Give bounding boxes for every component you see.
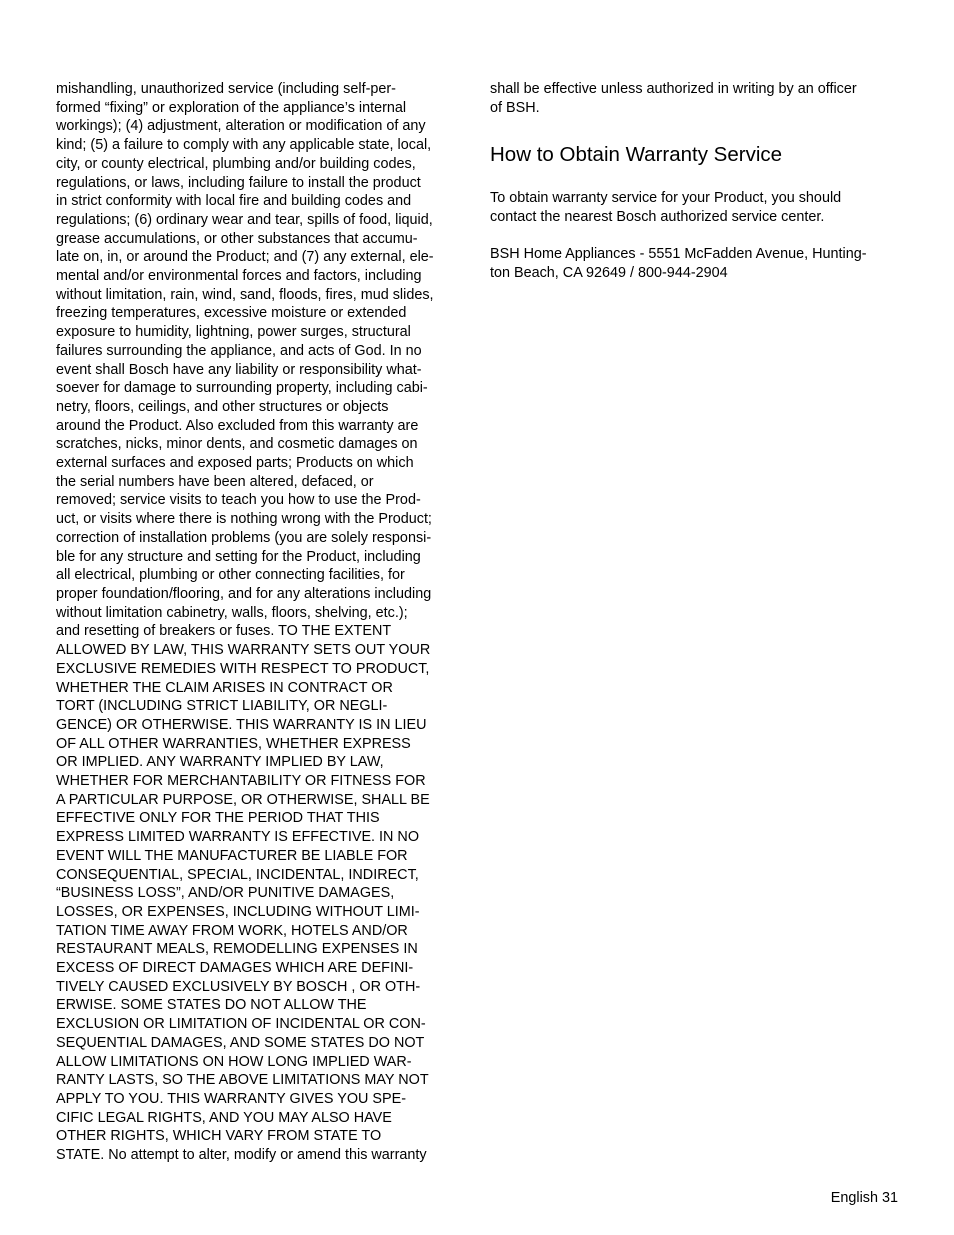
body-line: kind; (5) a failure to comply with any applicable state, local, [56, 137, 432, 154]
body-line: WHETHER FOR MERCHANTABILITY OR FITNESS FOR [56, 773, 426, 790]
body-line: “BUSINESS LOSS”, AND/OR PUNITIVE DAMAGES, [56, 885, 395, 902]
body-line: workings); (4) adjustment, alteration or modification of any [56, 118, 426, 135]
body-line: around the Product. Also excluded from this warranty are [56, 417, 419, 434]
body-line: BSH Home Appliances - 5551 McFadden Avenue, Hunting- [490, 246, 867, 262]
body-line: CIFIC LEGAL RIGHTS, AND YOU MAY ALSO HAVE [56, 1109, 392, 1126]
body-line: RANTY LASTS, SO THE ABOVE LIMITATIONS MAY NOT [56, 1072, 429, 1089]
body-line: freezing temperatures, excessive moisture or extended [56, 305, 407, 322]
body-line: To obtain warranty service for your Product, you should [490, 190, 842, 206]
body-line: LOSSES, OR EXPENSES, INCLUDING WITHOUT LIMI- [56, 903, 420, 920]
body-line: SEQUENTIAL DAMAGES, AND SOME STATES DO NOT [56, 1034, 425, 1051]
body-line: removed; service visits to teach you how to use the Prod- [56, 492, 421, 509]
body-line: correction of installation problems (you are solely responsi- [56, 529, 432, 546]
body-line: OF ALL OTHER WARRANTIES, WHETHER EXPRESS [56, 735, 411, 752]
body-line: shall be effective unless authorized in writing by an officer [490, 81, 857, 97]
body-line: STATE. No attempt to alter, modify or amend this warranty [56, 1147, 427, 1164]
body-line: exposure to humidity, lightning, power surges, structural [56, 324, 411, 341]
contact-address-paragraph [490, 245, 902, 282]
body-line: city, or county electrical, plumbing and/or building codes, [56, 155, 416, 172]
body-line: uct, or visits where there is nothing wrong with the Product; [56, 511, 432, 528]
body-line: EFFECTIVE ONLY FOR THE PERIOD THAT THIS [56, 810, 380, 827]
body-line: mental and/or environmental forces and factors, including [56, 268, 422, 285]
body-line: EXPRESS LIMITED WARRANTY IS EFFECTIVE. IN NO [56, 829, 420, 846]
body-line: CONSEQUENTIAL, SPECIAL, INCIDENTAL, INDIRECT, [56, 866, 419, 883]
body-line: and resetting of breakers or fuses. TO THE EXTENT [56, 623, 392, 640]
service-instructions-paragraph [490, 189, 902, 226]
page-number: English 31 [830, 1190, 898, 1206]
body-line: EXCLUSIVE REMEDIES WITH RESPECT TO PRODUCT, [56, 660, 430, 677]
body-line: ton Beach, CA 92649 / 800-944-2904 [490, 264, 728, 281]
body-line: TATION TIME AWAY FROM WORK, HOTELS AND/OR [56, 922, 408, 939]
body-line: in strict conformity with local fire and building codes and [56, 193, 412, 210]
body-line: regulations; (6) ordinary wear and tear, spills of food, liquid, [56, 211, 433, 228]
body-line: EXCESS OF DIRECT DAMAGES WHICH ARE DEFINI- [56, 960, 414, 977]
body-line: late on, in, or around the Product; and (7) any external, ele- [56, 249, 434, 266]
body-line: proper foundation/flooring, and for any alterations including [56, 585, 432, 602]
body-line: OTHER RIGHTS, WHICH VARY FROM STATE TO [56, 1128, 382, 1145]
body-line: scratches, nicks, minor dents, and cosmetic damages on [56, 436, 418, 453]
body-line: without limitation cabinetry, walls, floors, shelving, etc.); [56, 604, 408, 621]
body-line: without limitation, rain, wind, sand, floods, fires, mud slides, [56, 286, 434, 303]
body-line: ble for any structure and setting for the Product, including [56, 548, 421, 565]
warranty-continuation [490, 80, 902, 117]
body-line: external surfaces and exposed parts; Products on which [56, 455, 414, 472]
body-line: TIVELY CAUSED EXCLUSIVELY BY BOSCH , OR OTH- [56, 978, 421, 995]
body-line: contact the nearest Bosch authorized service center. [490, 208, 825, 225]
body-line: all electrical, plumbing or other connecting facilities, for [56, 567, 405, 584]
body-line: netry, floors, ceilings, and other structures or objects [56, 398, 389, 415]
body-line: failures surrounding the appliance, and acts of God. In no [56, 342, 422, 359]
body-line: OR IMPLIED. ANY WARRANTY IMPLIED BY LAW, [56, 754, 384, 771]
body-line: mishandling, unauthorized service (including self-per- [56, 81, 396, 97]
body-line: GENCE) OR OTHERWISE. THIS WARRANTY IS IN LIEU [56, 716, 427, 733]
body-line: TORT (INCLUDING STRICT LIABILITY, OR NEGLI- [56, 698, 388, 715]
warranty-exclusions-column [56, 80, 462, 1165]
body-line: ALLOW LIMITATIONS ON HOW LONG IMPLIED WAR- [56, 1053, 412, 1070]
body-line: soever for damage to surrounding property, including cabi- [56, 380, 428, 397]
body-line: RESTAURANT MEALS, REMODELLING EXPENSES IN [56, 941, 418, 958]
body-line: EVENT WILL THE MANUFACTURER BE LIABLE FOR [56, 847, 408, 864]
body-line: formed “fixing” or exploration of the appliance’s internal [56, 99, 407, 116]
body-line: APPLY TO YOU. THIS WARRANTY GIVES YOU SPE- [56, 1090, 407, 1107]
section-heading: How to Obtain Warranty Service [490, 143, 783, 166]
body-line: WHETHER THE CLAIM ARISES IN CONTRACT OR [56, 679, 393, 696]
body-line: ALLOWED BY LAW, THIS WARRANTY SETS OUT YOUR [56, 642, 431, 659]
body-line: event shall Bosch have any liability or responsibility what- [56, 361, 422, 378]
body-line: A PARTICULAR PURPOSE, OR OTHERWISE, SHALL BE [56, 791, 430, 808]
body-line: of BSH. [490, 99, 540, 116]
body-line: the serial numbers have been altered, defaced, or [56, 473, 374, 490]
body-line: EXCLUSION OR LIMITATION OF INCIDENTAL OR CON- [56, 1016, 426, 1033]
body-line: ERWISE. SOME STATES DO NOT ALLOW THE [56, 997, 367, 1014]
body-line: grease accumulations, or other substances that accumu- [56, 230, 418, 247]
body-line: regulations, or laws, including failure to install the product [56, 174, 421, 191]
